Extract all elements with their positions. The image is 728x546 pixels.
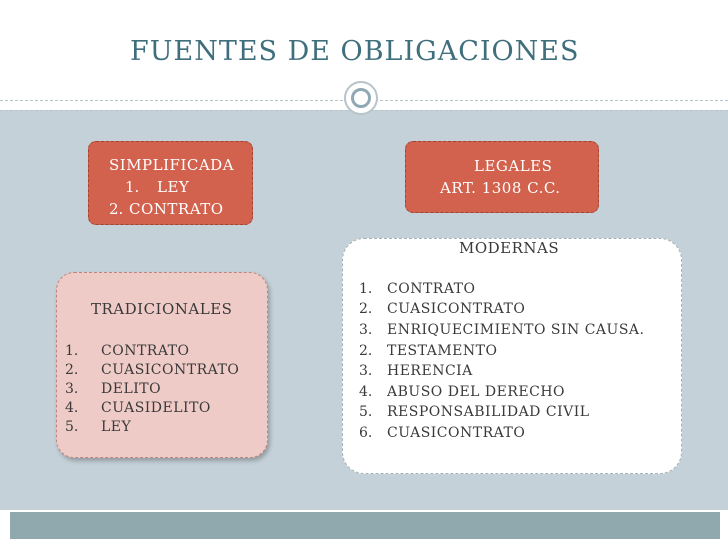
list-item-number: 4. [65, 400, 79, 416]
list-item-number: 6. [359, 425, 373, 441]
list-item: LEY [101, 419, 132, 435]
list-item: CONTRATO [387, 281, 476, 297]
list-item-number: 3. [65, 381, 79, 397]
list-item-number: 5. [65, 419, 79, 435]
list-item-number: 2. [359, 301, 373, 317]
list-item-number: 3. [359, 322, 373, 338]
list-item-number: 2. [359, 343, 373, 359]
tradicionales-heading: TRADICIONALES [91, 300, 233, 318]
list-item: RESPONSABILIDAD CIVIL [387, 404, 590, 420]
footer-bar [10, 512, 720, 539]
simplificada-box [88, 141, 253, 225]
list-item: TESTAMENTO [387, 343, 498, 359]
list-item: ENRIQUECIMIENTO SIN CAUSA. [387, 322, 645, 338]
list-item: CUASIDELITO [101, 400, 211, 416]
list-item: HERENCIA [387, 363, 473, 379]
list-item-number: 2. [109, 200, 124, 218]
legales-article: ART. 1308 C.C. [440, 179, 561, 197]
list-item: CONTRATO [129, 200, 224, 218]
list-item-number: 2. [65, 362, 79, 378]
slide-header [0, 0, 728, 88]
slide-title: FUENTES DE OBLIGACIONES [130, 36, 580, 67]
list-item-number: 1. [359, 281, 373, 297]
list-item-number: 4. [359, 384, 373, 400]
simplificada-heading: SIMPLIFICADA [109, 156, 235, 174]
list-item: CUASICONTRATO [101, 362, 240, 378]
legales-box [405, 141, 599, 213]
list-item: DELITO [101, 381, 162, 397]
circle-ornament-icon [344, 81, 378, 115]
list-item-number: 1. [125, 178, 140, 196]
modernas-box [342, 238, 682, 474]
legales-heading: LEGALES [474, 157, 553, 175]
list-item-number: 1. [65, 343, 79, 359]
list-item: LEY [157, 178, 190, 196]
list-item: ABUSO DEL DERECHO [387, 384, 566, 400]
tradicionales-box [56, 272, 268, 458]
list-item-number: 3. [359, 363, 373, 379]
list-item: CONTRATO [101, 343, 190, 359]
list-item-number: 5. [359, 404, 373, 420]
list-item: CUASICONTRATO [387, 425, 526, 441]
modernas-heading: MODERNAS [459, 239, 560, 257]
list-item: CUASICONTRATO [387, 301, 526, 317]
